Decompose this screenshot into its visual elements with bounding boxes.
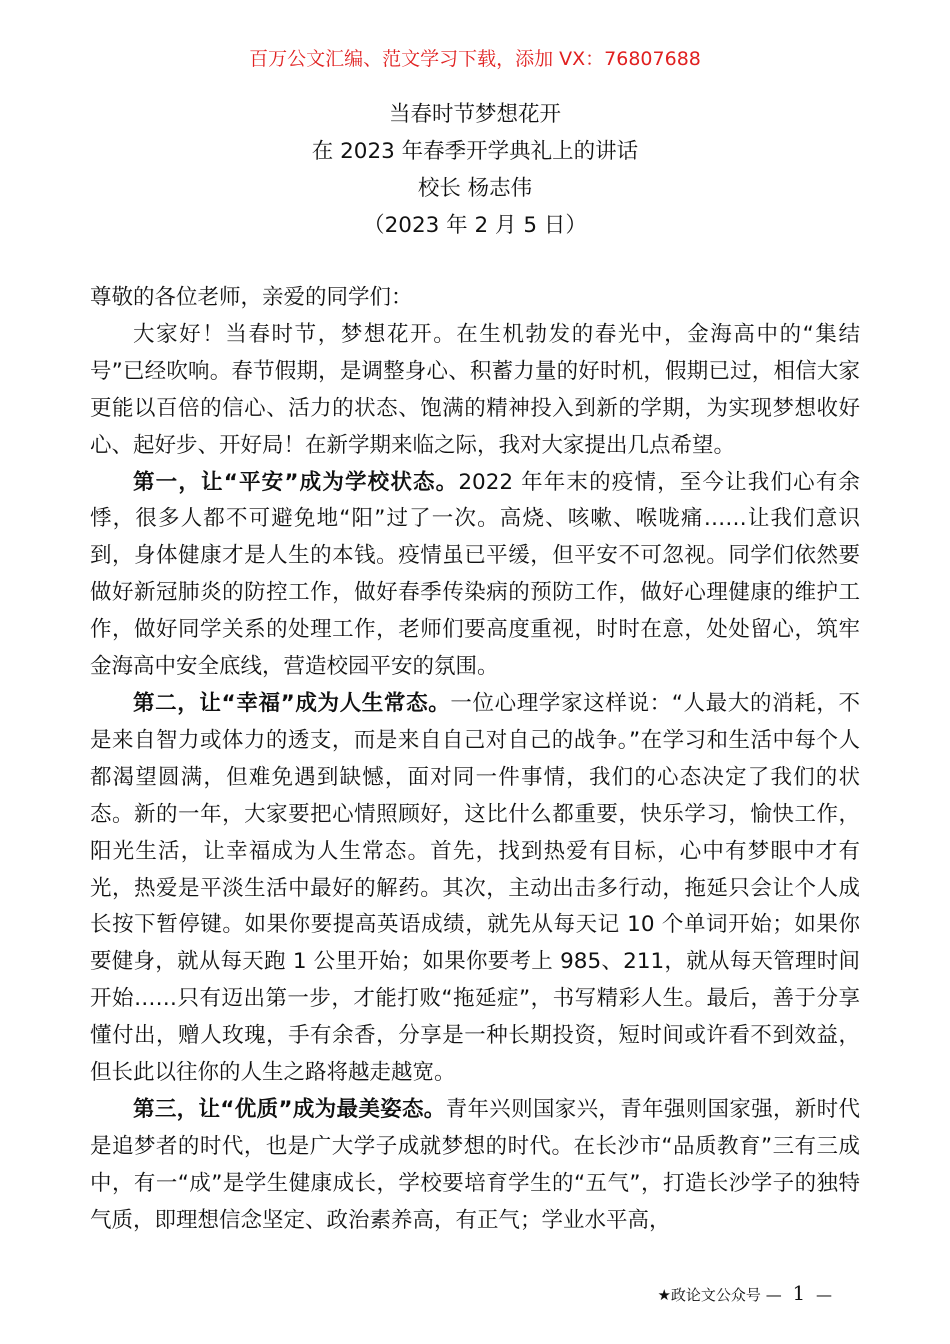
title-block — [0, 96, 950, 244]
paragraph-heading: 第一，让“平安”成为学校状态。 — [133, 469, 459, 495]
subtitle: 在 2023 年春季开学典礼上的讲话 — [311, 139, 639, 164]
paragraph-point-2 — [90, 686, 860, 1092]
document-body — [90, 280, 860, 1240]
header-banner: 百万公文汇编、范文学习下载，添加 VX：76807688 — [249, 48, 701, 70]
author: 校长 杨志伟 — [417, 176, 533, 201]
footer-dash-left: — — [765, 1285, 782, 1304]
paragraph-text: 一位心理学家这样说：“人最大的消耗，不是来自智力或体力的透支，而是来自自己对自己的战争。”在学习和生活中每个人都渴望圆满，但难免遇到缺憾，面对同一件事情，我们的心态决定了我们的状态。新的一年，大家要把心情照顾好，这比什么都重要，快乐学习，愉快工作，阳光生活，让幸福成为人生常态。首先，找到热爱有目标，心中有梦眼中才有光，热爱是平淡生活中最好的解药。其次，主动出击多行动，拖延只会让个人成长按下暂停键。如果你要提高英语成绩，就先从每天记 10 个单词开始；如果你要健身，就从每天跑 1 公里开始；如果你要考上 985、211，就从每天管理时间开始……只有迈出第一步，才能打败“拖延症”，书写精彩人生。最后，善于分享懂付出，赠人玫瑰，手有余香，分享是一种长期投资，短时间或许看不到效益，但长此以往你的人生之路将越走越宽。 — [90, 690, 861, 1086]
paragraph-heading: 第二，让“幸福”成为人生常态。 — [133, 690, 451, 716]
paragraph-point-3 — [90, 1092, 860, 1240]
paragraph-point-1 — [90, 465, 860, 686]
salutation: 尊敬的各位老师，亲爱的同学们： — [90, 285, 413, 310]
paragraph-intro — [90, 317, 860, 465]
paragraph-text: 青年兴则国家兴，青年强则国家强，新时代是追梦者的时代，也是广大学子成就梦想的时代。在长沙市“品质教育”三有三成中，有一“成”是学生健康成长，学校要培育学生的“五气”，打造长沙学子的独特气质，即理想信念坚定、政治素养高，有正气；学业水平高， — [90, 1096, 860, 1233]
page-footer — [657, 1282, 832, 1306]
paragraph-text: 2022 年年末的疫情，至今让我们心有余悸，很多人都不可避免地“阳”过了一次。高烧、咳嗽、喉咙痛……让我们意识到，身体健康才是人生的本钱。疫情虽已平缓，但平安不可忽视。同学们依然要做好新冠肺炎的防控工作，做好春季传染病的预防工作，做好心理健康的维护工作，做好同学关系的处理工作，老师们要高度重视，时时在意，处处留心，筑牢金海高中安全底线，营造校园平安的氛围。 — [90, 469, 860, 680]
date: （2023 年 2 月 5 日） — [363, 213, 587, 238]
footer-source: ★政论文公众号 — [657, 1286, 761, 1304]
footer-dash-right: — — [816, 1285, 832, 1304]
page-number: 1 — [792, 1281, 806, 1305]
paragraph-heading: 第三，让“优质”成为最美姿态。 — [133, 1096, 446, 1122]
paragraph-text: 大家好！当春时节，梦想花开。在生机勃发的春光中，金海高中的“集结号”已经吹响。春节假期，是调整身心、积蓄力量的好时机，假期已过，相信大家更能以百倍的信心、活力的状态、饱满的精神投入到新的学期，为实现梦想收好心、起好步、开好局！在新学期来临之际，我对大家提出几点希望。 — [90, 321, 860, 458]
page-title: 当春时节梦想花开 — [388, 102, 561, 127]
